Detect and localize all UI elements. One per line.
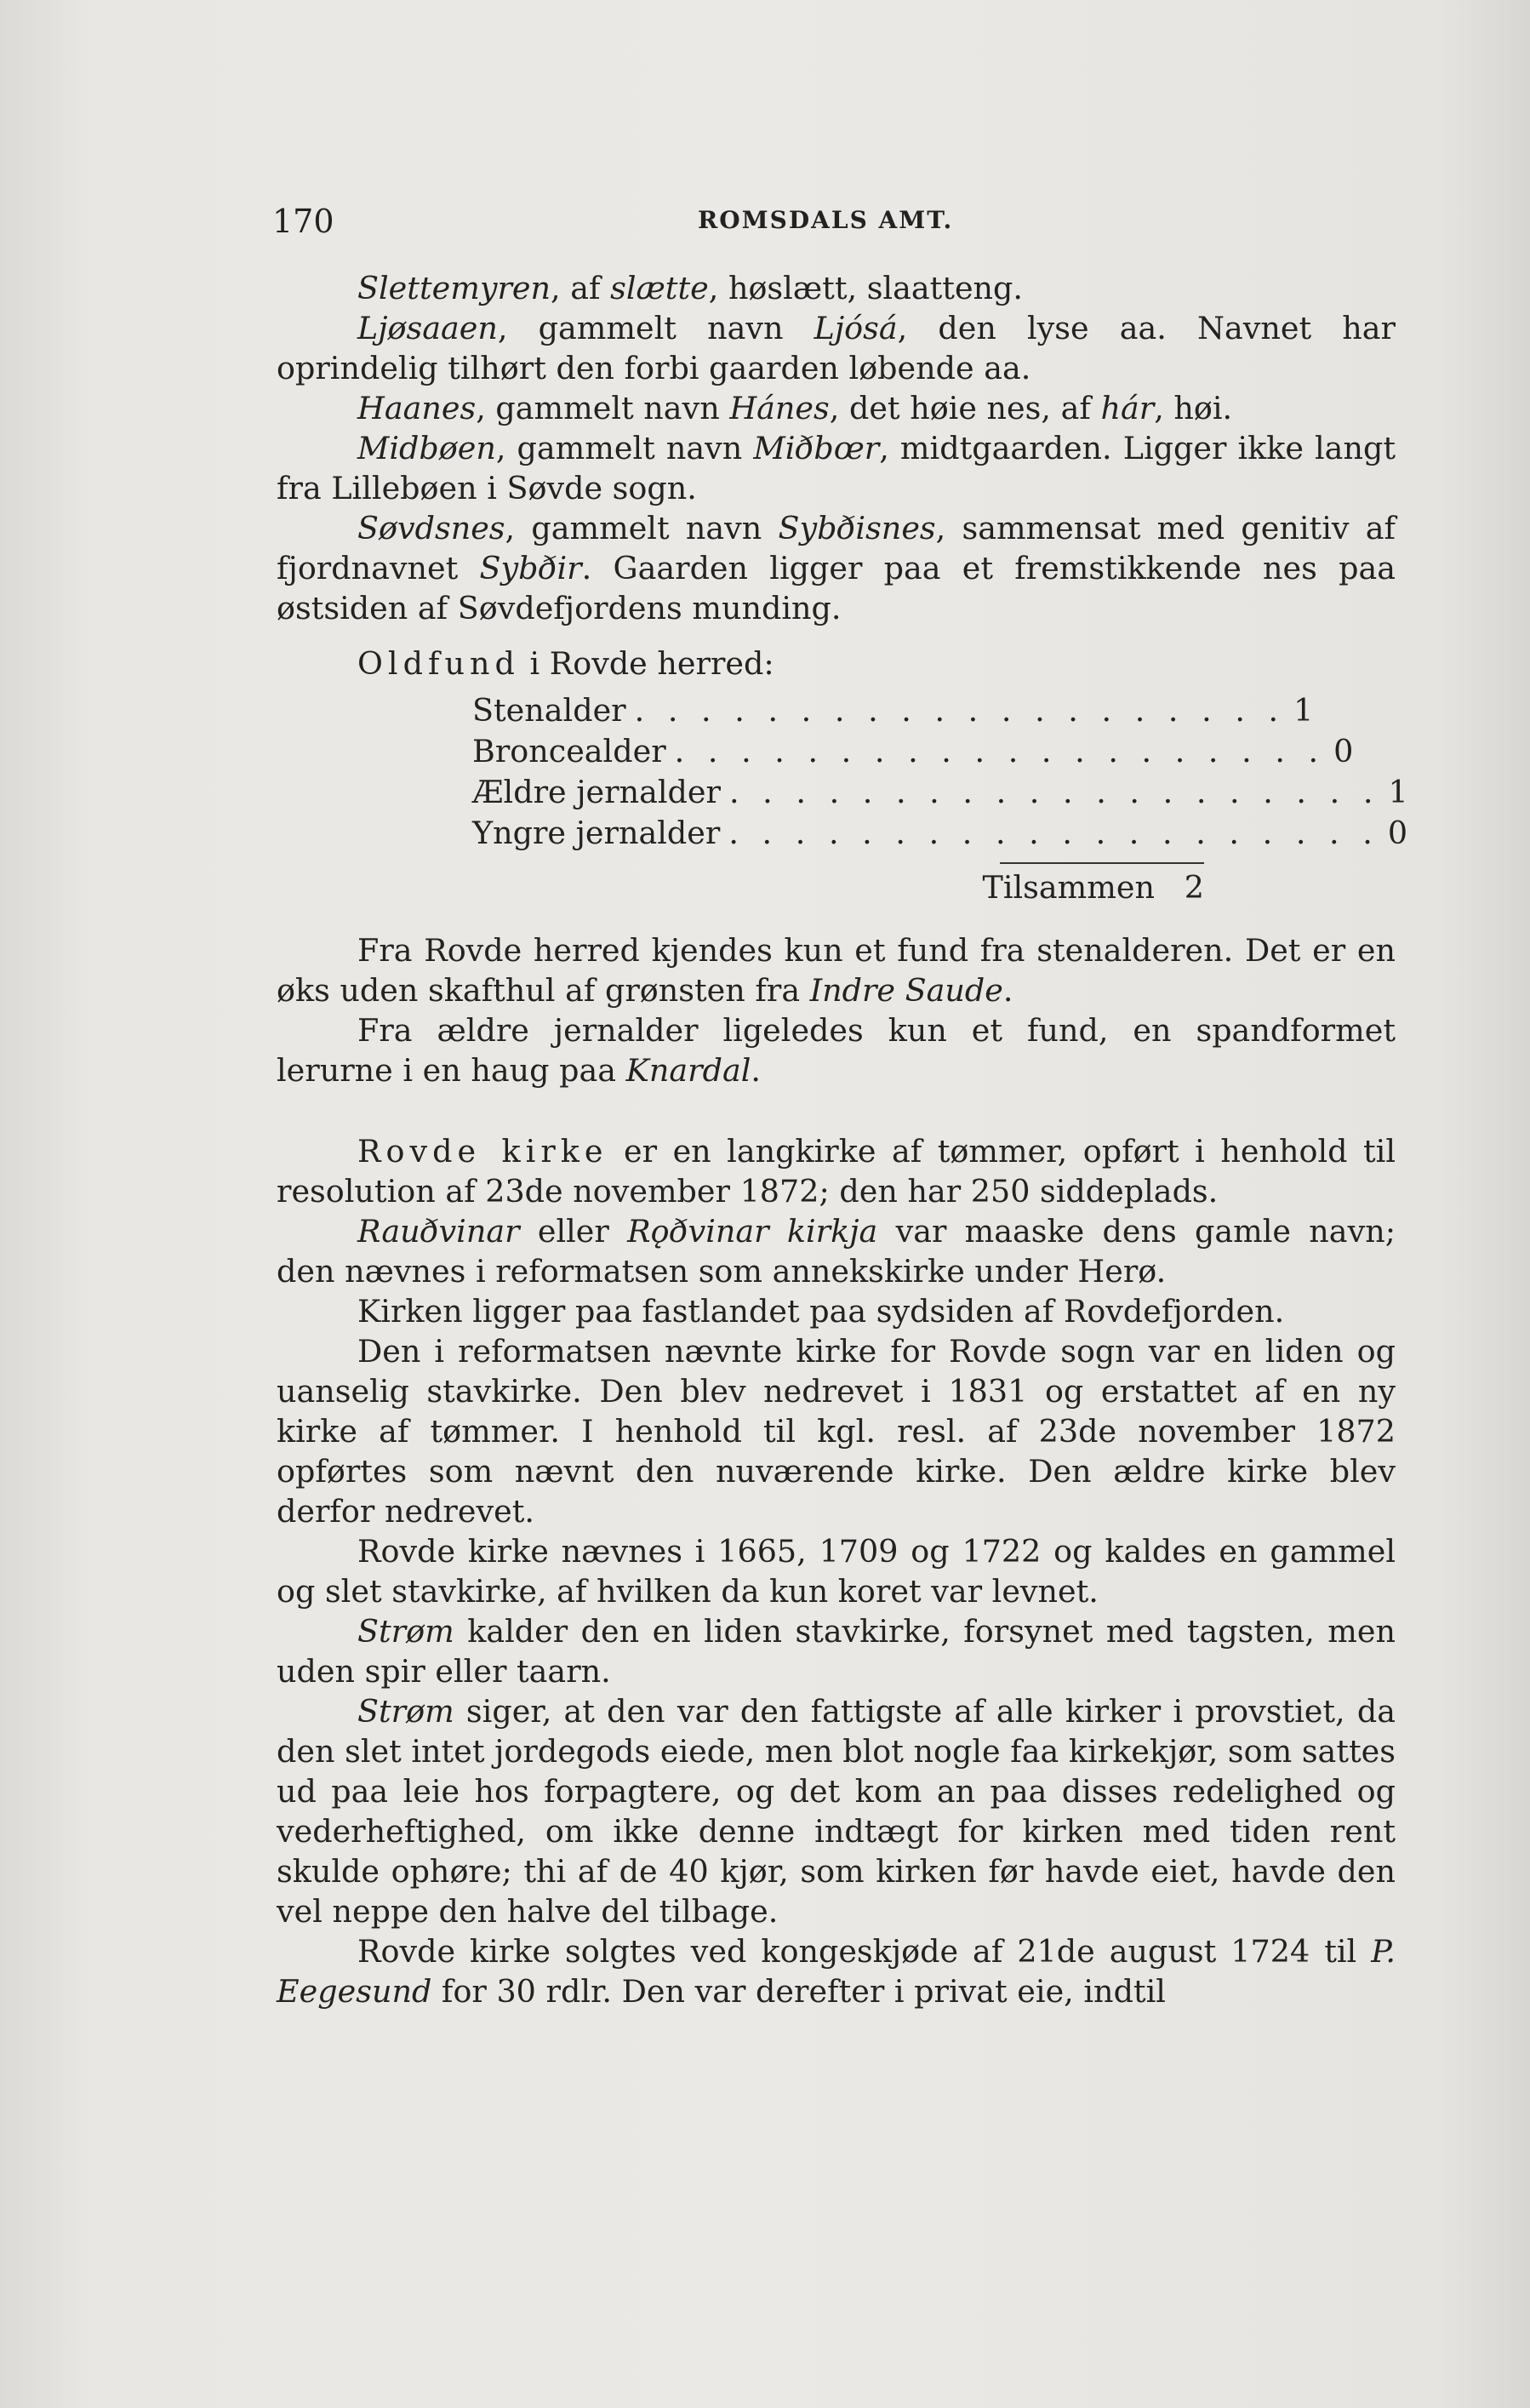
table-row: Yngre jernalder . . . . . . . . . . . . . . . . . . . . 0 (472, 815, 1408, 851)
para-fastlandet: Kirken ligger paa fastlandet paa sydsiden af Rovdefjorden. (357, 1293, 1285, 1330)
page-number: 170 (272, 203, 334, 240)
entry-midboen: Midbøen, gammelt navn Miðbœr, midtgaarden. Ligger ikke langt fra Lillebøen i Søvde sogn. (277, 430, 1396, 506)
total-row: Tilsammen 2 (982, 869, 1204, 906)
oldfund-heading: Oldfund i Rovde herred: (357, 645, 774, 682)
table-row: Ældre jernalder . . . . . . . . . . . . . . . . . . . . 1 (472, 774, 1408, 810)
para-solgtes: Rovde kirke solgtes ved kongeskjøde af 21de august 1724 til P. Eegesund for 30 rdlr. Den var derefter i privat eie, indtil (277, 1933, 1396, 2010)
page-header (272, 203, 1396, 245)
para-rovde-kirke: Rovde kirke er en langkirke af tømmer, opført i henhold til resolution af 23de november 1872; den har 250 siddeplads. (277, 1133, 1396, 1210)
running-title: ROMSDALS AMT. (698, 206, 954, 234)
para-naevnes: Rovde kirke nævnes i 1665, 1709 og 1722 og kaldes en gammel og slet stavkirke, af hvilken da kun koret var levnet. (277, 1533, 1396, 1610)
table-row: Broncealder . . . . . . . . . . . . . . . . . . . . 0 (472, 733, 1354, 769)
para-fund-stenalder: Fra Rovde herred kjendes kun et fund fra stenalderen. Det er en øks uden skafthul af grønsten fra Indre Saude. (277, 932, 1396, 1009)
body-text (277, 268, 1408, 2011)
para-strom-kalder: Strøm kalder den en liden stavkirke, forsynet med tagsten, men uden spir eller taarn. (277, 1613, 1396, 1690)
para-raudvinar: Rauðvinar eller Rǫðvinar kirkja var maaske dens gamle navn; den nævnes i reformatsen som annekskirke under Herø. (277, 1213, 1396, 1290)
para-fund-jernalder: Fra ældre jernalder ligeledes kun et fund, en spandformet lerurne i en haug paa Knardal. (277, 1012, 1396, 1089)
table-row: Stenalder . . . . . . . . . . . . . . . . . . . . 1 (472, 692, 1314, 729)
entry-slettemyren: Slettemyren, af slætte, høslætt, slaatteng. (357, 270, 1024, 306)
entry-sovdsnes: Søvdsnes, gammelt navn Sybðisnes, sammensat med genitiv af fjordnavnet Sybðir. Gaarden ligger paa et fremstikkende nes paa østsiden af Søvdefjordens munding. (277, 510, 1396, 626)
para-strom-siger: Strøm siger, at den var den fattigste af alle kirker i provstiet, da den slet intet jordegods eiede, men blot nogle faa kirkekjør, som sattes ud paa leie hos forpagtere, og det kom an paa disses redelighed og vederheftighed, om ikke denne indtægt for kirken med tiden rent skulde ophøre; thi af de 40 kjør, som kirken før havde eiet, havde den vel neppe den halve del tilbage. (277, 1693, 1396, 1930)
entry-ljosaaen: Ljøsaaen, gammelt navn Ljósá, den lyse aa. Navnet har oprindelig tilhørt den forbi gaarden løbende aa. (277, 310, 1396, 386)
oldfund-table (472, 690, 1408, 912)
para-reformatsen: Den i reformatsen nævnte kirke for Rovde sogn var en liden og uanselig stavkirke. Den blev nedrevet i 1831 og erstattet af en ny kirke af tømmer. I henhold til kgl. resl. af 23de november 1872 opførtes som nævnt den nuværende kirke. Den ældre kirke blev derfor nedrevet. (277, 1333, 1396, 1530)
entry-haanes: Haanes, gammelt navn Hánes, det høie nes, af hár, høi. (357, 390, 1233, 426)
